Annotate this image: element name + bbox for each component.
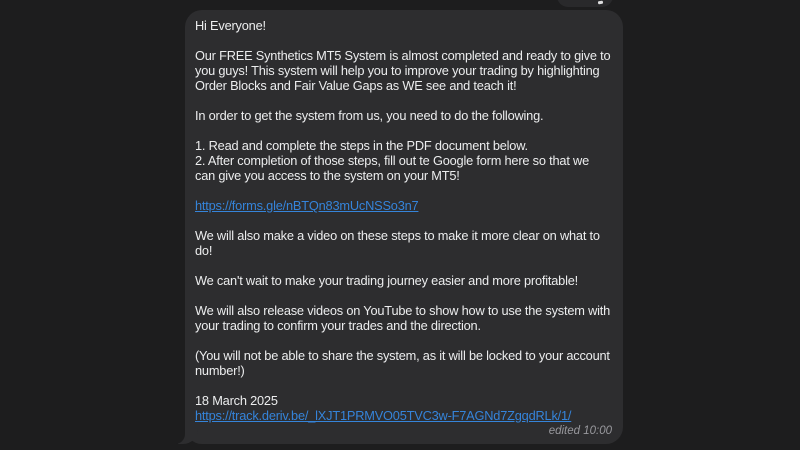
tracking-link[interactable]: https://track.deriv.be/_lXJT1PRMVO05TVC3w-F7AGNd7ZgqdRLk/1/ — [195, 408, 572, 423]
previous-message-bubble-partial — [557, 0, 613, 7]
message-paragraph: (You will not be able to share the system, as it will be locked to your account number!) — [195, 348, 614, 378]
edited-timestamp: edited 10:00 — [548, 425, 612, 437]
message-bubble — [185, 10, 623, 444]
message-paragraph — [195, 408, 611, 423]
message-paragraph: We will also release videos on YouTube to show how to use the system with your trading to confirm your trades and the direction. — [195, 303, 614, 333]
partial-white-glyph-icon — [598, 1, 603, 5]
message-paragraph: Our FREE Synthetics MT5 System is almost completed and ready to give to you guys! This system will help you to improve your trading by highlighting Order Blocks and Fair Value Gaps as WE see and teach it! — [195, 48, 614, 93]
message-greeting: Hi Everyone! — [195, 18, 266, 33]
message-paragraph: We will also make a video on these steps to make it more clear on what to do! — [195, 228, 604, 258]
message-paragraph: In order to get the system from us, you need to do the following. — [195, 108, 544, 123]
message-paragraph — [195, 198, 611, 213]
google-form-link[interactable]: https://forms.gle/nBTQn83mUcNSSo3n7 — [195, 198, 419, 213]
message-date: 18 March 2025 — [195, 393, 278, 408]
message-numbered-steps: 1. Read and complete the steps in the PDF document below. 2. After completion of those steps, fill out te Google form here so that we can give you access to the system on your MT5! — [195, 138, 590, 183]
message-paragraph: We can't wait to make your trading journey easier and more profitable! — [195, 273, 578, 288]
